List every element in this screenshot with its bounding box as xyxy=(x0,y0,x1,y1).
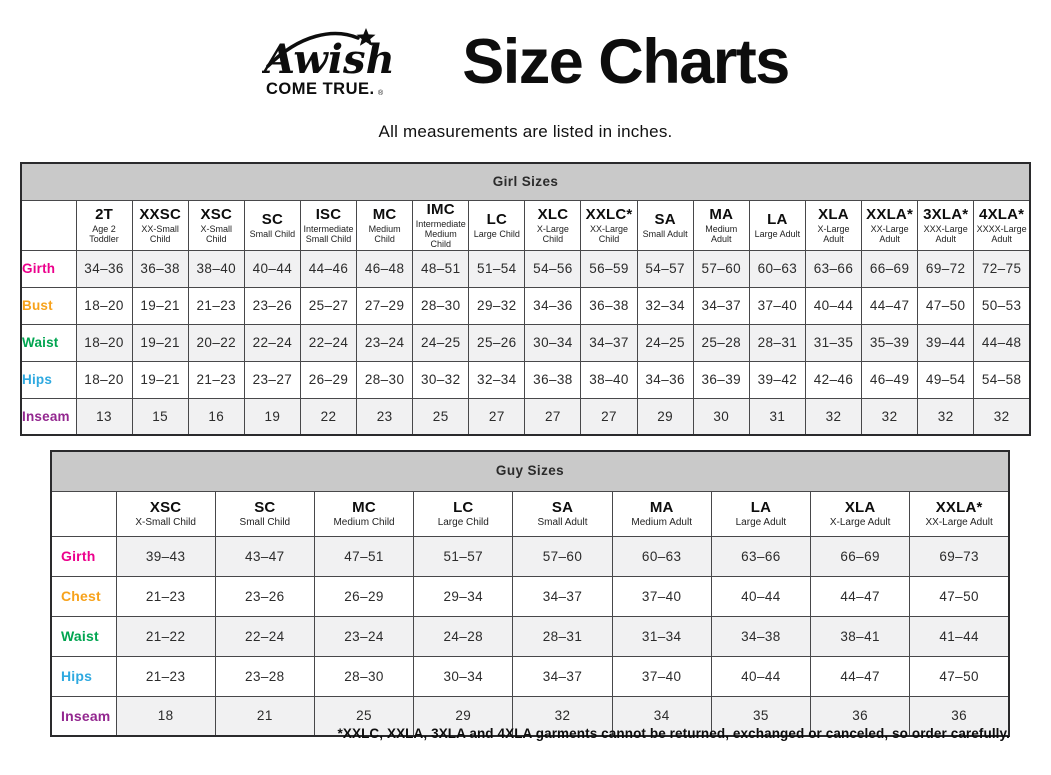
size-description: Intermediate Small Child xyxy=(303,223,354,245)
size-value-cell: 23–24 xyxy=(357,324,413,361)
size-value-cell: 34–37 xyxy=(581,324,637,361)
size-code: XLA xyxy=(844,498,876,516)
girl-row-label-waist: Waist xyxy=(21,324,76,361)
size-code: MC xyxy=(352,498,376,516)
girl-row-bust xyxy=(21,287,1030,324)
size-value-cell: 60–63 xyxy=(749,250,805,287)
size-value-cell: 19 xyxy=(244,398,300,435)
guy-row-label-chest: Chest xyxy=(51,576,116,616)
size-value-cell: 25 xyxy=(413,398,469,435)
size-code: SA xyxy=(654,210,676,228)
girl-row-waist xyxy=(21,324,1030,361)
size-value-cell: 32 xyxy=(918,398,974,435)
size-description: Large Adult xyxy=(735,516,787,528)
size-code: XXLA* xyxy=(866,205,913,223)
size-value-cell: 46–49 xyxy=(862,361,918,398)
girl-column-header-2t xyxy=(76,200,132,250)
size-description: X-Small Child xyxy=(135,516,196,528)
guy-row-label-girth: Girth xyxy=(51,536,116,576)
size-value-cell: 47–50 xyxy=(910,656,1009,696)
size-value-cell: 26–29 xyxy=(300,361,356,398)
size-value-cell: 18–20 xyxy=(76,361,132,398)
size-description: XX-Small Child xyxy=(141,223,179,245)
size-value-cell: 31 xyxy=(749,398,805,435)
size-value-cell: 44–48 xyxy=(974,324,1030,361)
size-code: XSC xyxy=(149,498,182,516)
size-code: MA xyxy=(649,498,674,516)
size-value-cell: 37–40 xyxy=(612,576,711,616)
guy-column-header-mc xyxy=(314,491,413,536)
guy-row-hips xyxy=(51,656,1009,696)
size-value-cell: 40–44 xyxy=(805,287,861,324)
size-value-cell: 57–60 xyxy=(513,536,612,576)
guy-row-label-inseam: Inseam xyxy=(51,696,116,736)
guy-sizes-table xyxy=(50,450,1010,737)
size-value-cell: 72–75 xyxy=(974,250,1030,287)
size-value-cell: 18–20 xyxy=(76,324,132,361)
girl-column-header-xxsc xyxy=(132,200,188,250)
girl-column-header-imc xyxy=(413,200,469,250)
size-value-cell: 23–28 xyxy=(215,656,314,696)
size-value-cell: 31–34 xyxy=(612,616,711,656)
size-value-cell: 44–47 xyxy=(811,656,910,696)
size-value-cell: 23–26 xyxy=(244,287,300,324)
girl-column-header-la xyxy=(749,200,805,250)
size-description: Large Adult xyxy=(754,228,801,239)
size-value-cell: 21 xyxy=(215,696,314,736)
girl-corner-cell xyxy=(21,200,76,250)
size-description: XX-Large Adult xyxy=(925,516,993,528)
guy-column-header-ma xyxy=(612,491,711,536)
size-value-cell: 42–46 xyxy=(805,361,861,398)
girl-row-label-inseam: Inseam xyxy=(21,398,76,435)
size-value-cell: 38–41 xyxy=(811,616,910,656)
size-code: ISC xyxy=(315,205,342,223)
size-description: Medium Adult xyxy=(705,223,738,245)
size-value-cell: 30–34 xyxy=(525,324,581,361)
size-value-cell: 27 xyxy=(525,398,581,435)
size-value-cell: 32–34 xyxy=(469,361,525,398)
size-code: XLC xyxy=(537,205,569,223)
size-value-cell: 44–47 xyxy=(862,287,918,324)
size-value-cell: 47–50 xyxy=(918,287,974,324)
size-value-cell: 36–39 xyxy=(693,361,749,398)
size-value-cell: 36–38 xyxy=(132,250,188,287)
size-value-cell: 22–24 xyxy=(215,616,314,656)
guy-column-header-xxla xyxy=(910,491,1009,536)
guy-title-band: Guy Sizes xyxy=(51,451,1009,491)
guy-row-label-hips: Hips xyxy=(51,656,116,696)
size-description: XXX-Large Adult xyxy=(923,223,968,245)
size-value-cell: 21–23 xyxy=(188,361,244,398)
girl-column-header-sc xyxy=(244,200,300,250)
size-value-cell: 34–37 xyxy=(513,576,612,616)
size-description: Intermediate Medium Child xyxy=(415,218,466,250)
size-code: SC xyxy=(261,210,283,228)
size-code: 3XLA* xyxy=(923,205,969,223)
guy-row-girth xyxy=(51,536,1009,576)
size-value-cell: 24–25 xyxy=(413,324,469,361)
size-description: X-Small Child xyxy=(200,223,233,245)
size-value-cell: 26–29 xyxy=(314,576,413,616)
size-value-cell: 29–34 xyxy=(414,576,513,616)
size-value-cell: 28–31 xyxy=(513,616,612,656)
girl-column-header-ma xyxy=(693,200,749,250)
size-description: Medium Child xyxy=(333,516,395,528)
size-code: XSC xyxy=(200,205,232,223)
size-value-cell: 37–40 xyxy=(749,287,805,324)
size-value-cell: 32 xyxy=(974,398,1030,435)
size-code: 2T xyxy=(95,205,113,223)
size-value-cell: 22–24 xyxy=(244,324,300,361)
size-value-cell: 34–36 xyxy=(637,361,693,398)
size-code: XXLC* xyxy=(585,205,633,223)
girl-column-header-xsc xyxy=(188,200,244,250)
page-title: Size Charts xyxy=(462,26,789,97)
girl-row-label-hips: Hips xyxy=(21,361,76,398)
size-value-cell: 38–40 xyxy=(188,250,244,287)
size-value-cell: 25–27 xyxy=(300,287,356,324)
size-value-cell: 47–50 xyxy=(910,576,1009,616)
size-value-cell: 25–28 xyxy=(693,324,749,361)
girl-column-header-xxla xyxy=(862,200,918,250)
size-value-cell: 31–35 xyxy=(805,324,861,361)
girl-column-header-3xla xyxy=(918,200,974,250)
brand-name-line1: Awish xyxy=(264,36,395,83)
girl-column-header-mc xyxy=(357,200,413,250)
size-value-cell: 60–63 xyxy=(612,536,711,576)
size-code: XLA xyxy=(818,205,849,223)
size-value-cell: 23–24 xyxy=(314,616,413,656)
guy-column-header-la xyxy=(711,491,810,536)
size-value-cell: 30 xyxy=(693,398,749,435)
size-value-cell: 39–43 xyxy=(116,536,215,576)
subtitle: All measurements are listed in inches. xyxy=(378,122,673,141)
size-value-cell: 69–73 xyxy=(910,536,1009,576)
size-code: LC xyxy=(486,210,508,228)
girl-row-label-bust: Bust xyxy=(21,287,76,324)
size-code: SC xyxy=(254,498,276,516)
girl-column-header-xla xyxy=(805,200,861,250)
guy-row-chest xyxy=(51,576,1009,616)
size-value-cell: 46–48 xyxy=(357,250,413,287)
size-value-cell: 69–72 xyxy=(918,250,974,287)
size-value-cell: 36 xyxy=(910,696,1009,736)
size-value-cell: 28–30 xyxy=(314,656,413,696)
size-value-cell: 19–21 xyxy=(132,361,188,398)
size-value-cell: 28–31 xyxy=(749,324,805,361)
size-value-cell: 34–38 xyxy=(711,616,810,656)
guy-corner-cell xyxy=(51,491,116,536)
size-description: Small Adult xyxy=(537,516,588,528)
size-value-cell: 50–53 xyxy=(974,287,1030,324)
size-value-cell: 63–66 xyxy=(711,536,810,576)
size-code: XXSC xyxy=(139,205,181,223)
size-value-cell: 20–22 xyxy=(188,324,244,361)
size-description: Small Child xyxy=(249,228,296,239)
size-value-cell: 39–42 xyxy=(749,361,805,398)
size-value-cell: 34–36 xyxy=(76,250,132,287)
size-value-cell: 30–32 xyxy=(413,361,469,398)
size-value-cell: 38–40 xyxy=(581,361,637,398)
size-value-cell: 51–57 xyxy=(414,536,513,576)
size-value-cell: 27 xyxy=(469,398,525,435)
size-value-cell: 19–21 xyxy=(132,287,188,324)
size-value-cell: 48–51 xyxy=(413,250,469,287)
size-code: XXLA* xyxy=(935,498,983,516)
girl-row-inseam xyxy=(21,398,1030,435)
size-value-cell: 36–38 xyxy=(581,287,637,324)
size-description: XXXX-Large Adult xyxy=(976,223,1027,245)
size-code: LA xyxy=(750,498,772,516)
size-value-cell: 37–40 xyxy=(612,656,711,696)
size-value-cell: 51–54 xyxy=(469,250,525,287)
size-value-cell: 18–20 xyxy=(76,287,132,324)
registered-mark: ® xyxy=(378,90,384,97)
guy-row-waist xyxy=(51,616,1009,656)
size-value-cell: 34–37 xyxy=(693,287,749,324)
guy-column-header-lc xyxy=(414,491,513,536)
girl-column-header-isc xyxy=(300,200,356,250)
size-description: Large Child xyxy=(437,516,489,528)
page-header xyxy=(0,28,1051,102)
size-description: XX-Large Child xyxy=(590,223,629,245)
size-value-cell: 21–23 xyxy=(116,656,215,696)
size-value-cell: 36–38 xyxy=(525,361,581,398)
size-value-cell: 40–44 xyxy=(711,576,810,616)
size-value-cell: 16 xyxy=(188,398,244,435)
size-value-cell: 32 xyxy=(862,398,918,435)
size-value-cell: 32 xyxy=(513,696,612,736)
size-value-cell: 49–54 xyxy=(918,361,974,398)
guy-row-label-waist: Waist xyxy=(51,616,116,656)
size-value-cell: 44–46 xyxy=(300,250,356,287)
size-value-cell: 34–37 xyxy=(513,656,612,696)
size-value-cell: 54–56 xyxy=(525,250,581,287)
size-code: MA xyxy=(709,205,734,223)
size-code: LA xyxy=(767,210,788,228)
size-value-cell: 28–30 xyxy=(357,361,413,398)
size-value-cell: 34–36 xyxy=(525,287,581,324)
size-value-cell: 35–39 xyxy=(862,324,918,361)
size-value-cell: 66–69 xyxy=(862,250,918,287)
size-description: Small Child xyxy=(239,516,291,528)
size-value-cell: 34 xyxy=(612,696,711,736)
size-value-cell: 28–30 xyxy=(413,287,469,324)
size-value-cell: 21–22 xyxy=(116,616,215,656)
size-value-cell: 13 xyxy=(76,398,132,435)
girl-column-header-4xla xyxy=(974,200,1030,250)
size-description: X-Large Child xyxy=(536,223,569,245)
size-description: Large Child xyxy=(473,228,520,239)
footnote: *XXLC, XXLA, 3XLA and 4XLA garments cannot be returned, exchanged or canceled, so order carefully. xyxy=(337,726,1010,741)
size-value-cell: 15 xyxy=(132,398,188,435)
size-value-cell: 29 xyxy=(414,696,513,736)
guy-column-header-xla xyxy=(811,491,910,536)
brand-logo xyxy=(262,28,440,102)
size-value-cell: 57–60 xyxy=(693,250,749,287)
size-code: IMC xyxy=(426,200,455,218)
girl-column-header-xxlc xyxy=(581,200,637,250)
size-value-cell: 27–29 xyxy=(357,287,413,324)
size-value-cell: 18 xyxy=(116,696,215,736)
size-value-cell: 24–28 xyxy=(414,616,513,656)
size-value-cell: 29–32 xyxy=(469,287,525,324)
girl-column-header-lc xyxy=(469,200,525,250)
size-value-cell: 19–21 xyxy=(132,324,188,361)
size-value-cell: 44–47 xyxy=(811,576,910,616)
size-value-cell: 23–27 xyxy=(244,361,300,398)
size-value-cell: 41–44 xyxy=(910,616,1009,656)
size-value-cell: 21–23 xyxy=(188,287,244,324)
size-code: MC xyxy=(372,205,397,223)
size-value-cell: 66–69 xyxy=(811,536,910,576)
size-value-cell: 32–34 xyxy=(637,287,693,324)
girl-title-band: Girl Sizes xyxy=(21,163,1030,200)
size-value-cell: 23–26 xyxy=(215,576,314,616)
size-value-cell: 22–24 xyxy=(300,324,356,361)
guy-column-header-sa xyxy=(513,491,612,536)
size-value-cell: 25 xyxy=(314,696,413,736)
girl-sizes-table xyxy=(20,162,1031,436)
girl-column-header-sa xyxy=(637,200,693,250)
size-value-cell: 40–44 xyxy=(244,250,300,287)
size-description: Medium Child xyxy=(368,223,401,245)
size-code: 4XLA* xyxy=(979,205,1025,223)
size-value-cell: 24–25 xyxy=(637,324,693,361)
guy-column-header-sc xyxy=(215,491,314,536)
size-value-cell: 43–47 xyxy=(215,536,314,576)
size-value-cell: 30–34 xyxy=(414,656,513,696)
size-value-cell: 63–66 xyxy=(805,250,861,287)
size-value-cell: 40–44 xyxy=(711,656,810,696)
size-value-cell: 54–58 xyxy=(974,361,1030,398)
size-value-cell: 21–23 xyxy=(116,576,215,616)
size-value-cell: 35 xyxy=(711,696,810,736)
size-description: XX-Large Adult xyxy=(870,223,909,245)
size-value-cell: 29 xyxy=(637,398,693,435)
size-value-cell: 25–26 xyxy=(469,324,525,361)
size-value-cell: 22 xyxy=(300,398,356,435)
size-code: SA xyxy=(551,498,574,516)
size-description: X-Large Adult xyxy=(817,223,850,245)
girl-row-girth xyxy=(21,250,1030,287)
size-value-cell: 27 xyxy=(581,398,637,435)
size-description: X-Large Adult xyxy=(829,516,891,528)
size-description: Age 2 Toddler xyxy=(89,223,119,245)
girl-row-hips xyxy=(21,361,1030,398)
size-value-cell: 39–44 xyxy=(918,324,974,361)
size-value-cell: 32 xyxy=(805,398,861,435)
brand-name-line2: COME TRUE. xyxy=(266,80,375,98)
size-code: LC xyxy=(453,498,474,516)
size-value-cell: 23 xyxy=(357,398,413,435)
girl-row-label-girth: Girth xyxy=(21,250,76,287)
size-description: Medium Adult xyxy=(631,516,692,528)
size-value-cell: 54–57 xyxy=(637,250,693,287)
guy-column-header-xsc xyxy=(116,491,215,536)
girl-column-header-xlc xyxy=(525,200,581,250)
size-value-cell: 47–51 xyxy=(314,536,413,576)
size-value-cell: 56–59 xyxy=(581,250,637,287)
size-description: Small Adult xyxy=(642,228,688,239)
size-value-cell: 36 xyxy=(811,696,910,736)
